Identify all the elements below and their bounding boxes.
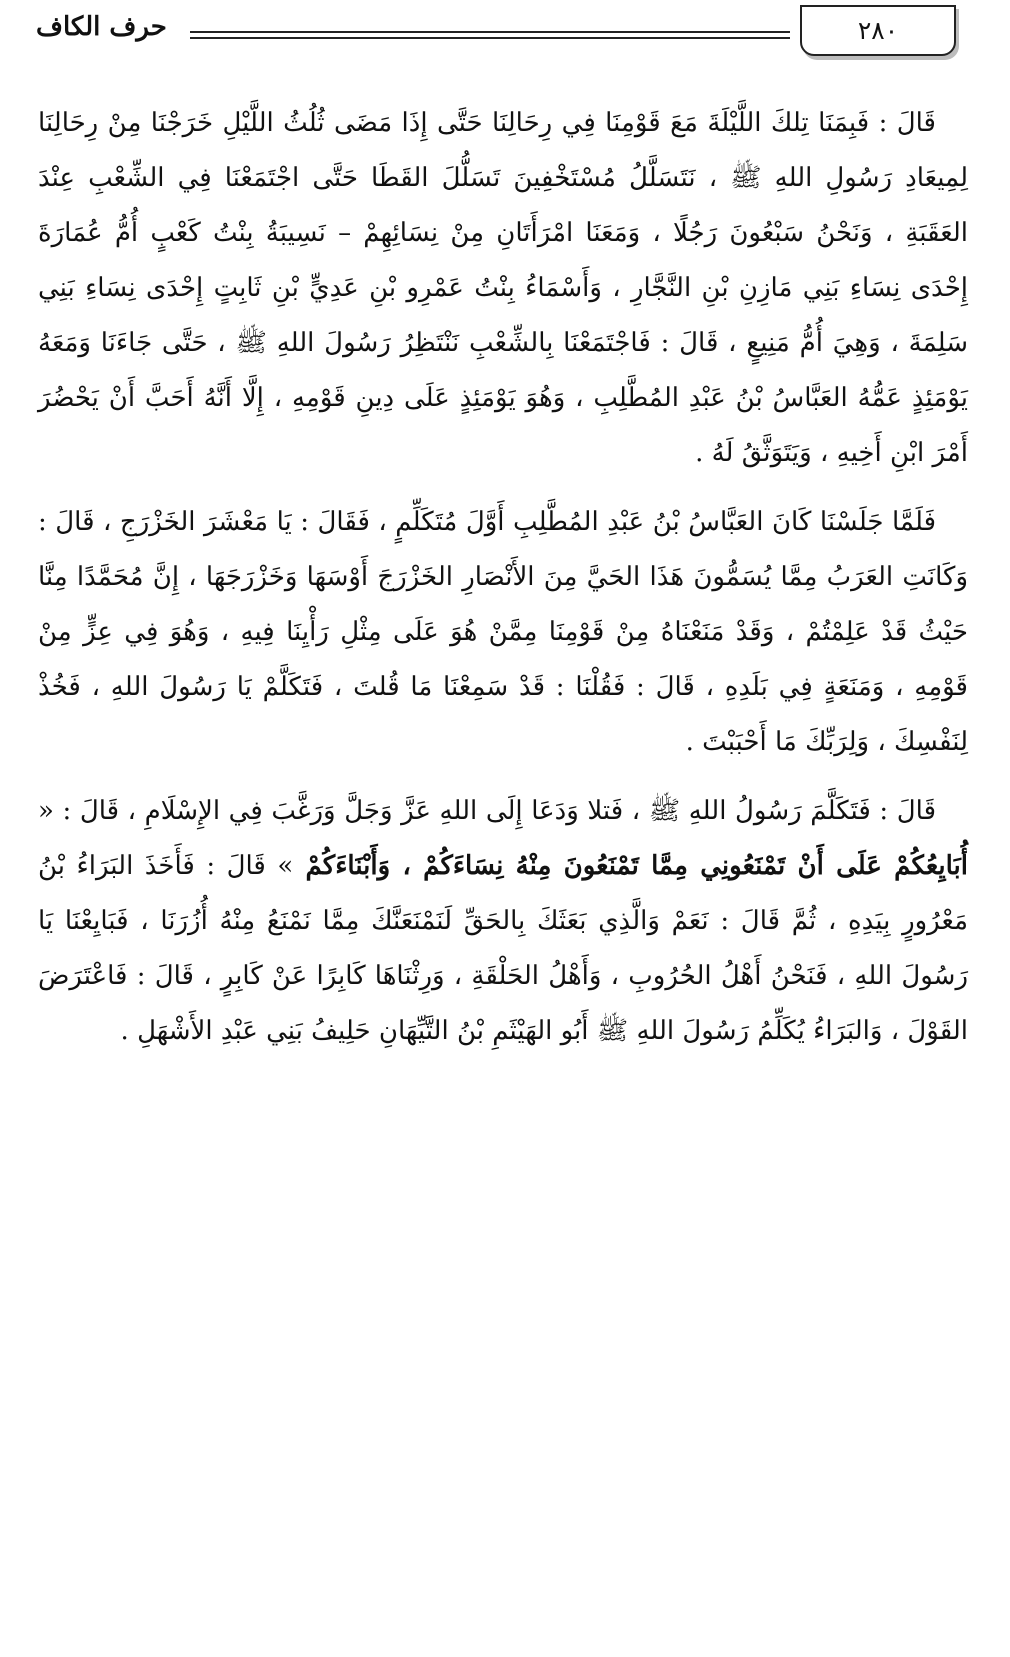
paragraph-1: قَالَ : فَبِمَنَا تِلكَ اللَّيْلَةَ مَعَ قَوْمِنَا فِي رِحَالِنَا حَتَّى إِذَا مَضَى ثُلُثُ اللَّيْلِ خَرَجْنَا مِنْ رِحَالِنَا لِمِيعَادِ رَسُولِ اللهِ ﷺ ، نَتَسَلَّلُ مُسْتَخْفِينَ تَسَلُّلَ القَطَا حَتَّى اجْتَمَعْنَا فِي الشِّعْبِ عِنْدَ العَقَبَةِ ، وَنَحْنُ سَبْعُونَ رَجُلًا ، وَمَعَنَا امْرَأَتَانِ مِنْ نِسَائِهِمْ – نَسِيبَةُ بِنْتُ كَعْبٍ أُمُّ عُمَارَةَ إِحْدَى نِسَاءِ بَنِي مَازِنِ بْنِ النَّجَّارِ ، وَأَسْمَاءُ بِنْتُ عَمْرِو بْنِ عَدِيٍّ بْنِ ثَابِتٍ إِحْدَى نِسَاءِ بَنِي سَلِمَةَ ، وَهِيَ أُمُّ مَنِيعٍ ، قَالَ : فَاجْتَمَعْنَا بِالشِّعْبِ نَنْتَظِرُ رَسُولَ اللهِ ﷺ ، حَتَّى جَاءَنَا وَمَعَهُ يَوْمَئِذٍ عَمُّهُ العَبَّاسُ بْنُ عَبْدِ المُطَّلِبِ ، وَهُوَ يَوْمَئِذٍ عَلَى دِينِ قَوْمِهِ ، إِلَّا أَنَّهُ أَحَبَّ أَنْ يَحْضُرَ أَمْرَ ابْنِ أَخِيهِ ، وَيَتَوَثَّقُ لَهُ . [38,108,968,468]
hadith-quote-bold: أُبَايِعُكُمْ عَلَى أَنْ تَمْنَعُونِي مِمَّا تَمْنَعُونَ مِنْهُ نِسَاءَكُمْ ، وَأَبْنَاءَكُمْ [293,851,969,881]
paragraph-3 [38,784,968,1059]
paragraph-3-after: » قَالَ : فَأَخَذَ البَرَاءُ بْنُ مَعْرُورٍ بِيَدِهِ ، ثُمَّ قَالَ : نَعَمْ وَالَّذِي بَعَثَكَ بِالحَقِّ لَنَمْنَعَنَّكَ مِمَّا نَمْنَعُ مِنْهُ أُزُرَنَا ، فَبَايِعْنَا يَا رَسُولَ اللهِ ، فَنَحْنُ أَهْلُ الحُرُوبِ ، وَأَهْلُ الحَلْقَةِ ، وَرِثْنَاهَا كَابِرًا عَنْ كَابِرٍ ، قَالَ : فَاعْتَرَضَ القَوْلَ ، وَالبَرَاءُ يُكَلِّمُ رَسُولَ اللهِ ﷺ أَبُو الهَيْثَمِ بْنُ التَّيِّهَانِ حَلِيفُ بَنِي عَبْدِ الأَشْهَلِ . [38,851,968,1046]
paragraph-2: فَلَمَّا جَلَسْنَا كَانَ العَبَّاسُ بْنُ عَبْدِ المُطَّلِبِ أَوَّلَ مُتَكَلِّمٍ ، فَقَالَ : يَا مَعْشَرَ الخَزْرَجِ ، قَالَ : وَكَانَتِ العَرَبُ مِمَّا يُسَمُّونَ هَذَا الحَيَّ مِنَ الأَنْصَارِ الخَزْرَجَ أَوْسَهَا وَخَزْرَجَهَا ، إِنَّ مُحَمَّدًا مِنَّا حَيْثُ قَدْ عَلِمْتُمْ ، وَقَدْ مَنَعْنَاهُ مِنْ قَوْمِنَا مِمَّنْ هُوَ عَلَى مِثْلِ رَأْيِنَا فِيهِ ، وَهُوَ فِي عِزٍّ مِنْ قَوْمِهِ ، وَمَنَعَةٍ فِي بَلَدِهِ ، قَالَ : فَقُلْنَا : قَدْ سَمِعْنَا مَا قُلتَ ، فَتَكَلَّمْ يَا رَسُولَ اللهِ ، فَخُذْ لِنَفْسِكَ ، وَلِرَبِّكَ مَا أَحْبَبْتَ . [38,507,968,757]
chapter-title: حرف الكاف [36,12,167,42]
header-rule-upper [190,31,790,33]
body-text [38,96,968,1073]
page-number-text: ٢٨٠ [857,16,899,45]
paragraph-3-before: قَالَ : فَتَكَلَّمَ رَسُولُ اللهِ ﷺ ، فَتلا وَدَعَا إِلَى اللهِ عَزَّ وَجَلَّ وَرَغَّبَ فِي الإِسْلَامِ ، قَالَ : « [38,796,936,826]
page-number [800,5,956,56]
header-rule-lower [190,37,790,39]
